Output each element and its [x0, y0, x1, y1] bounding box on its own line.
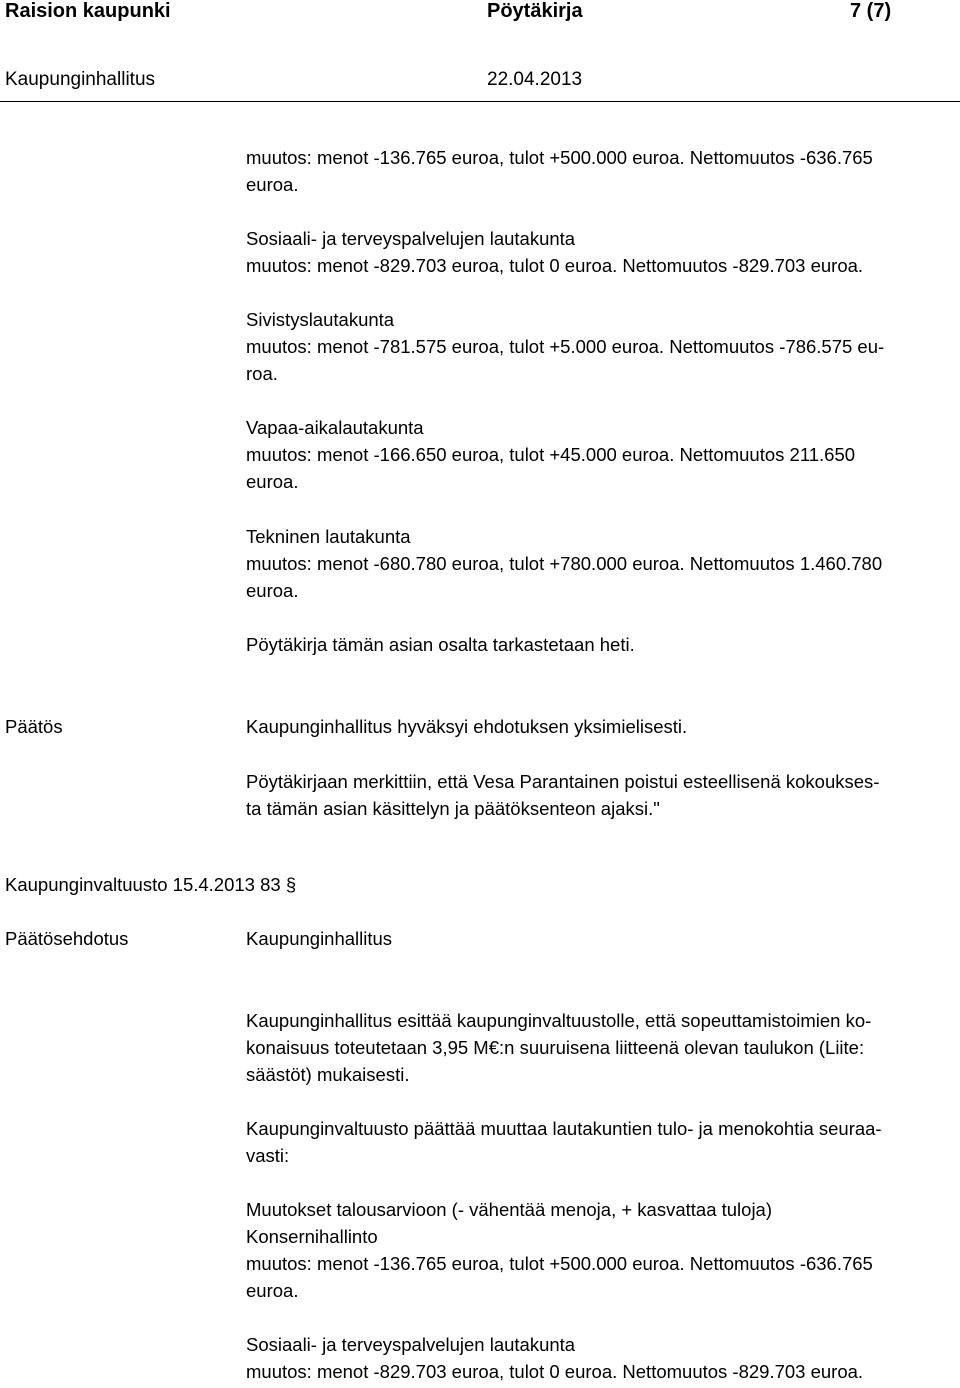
document-type: Pöytäkirja	[487, 0, 583, 22]
proposal-label: Päätösehdotus	[5, 928, 129, 949]
text-line: ta tämän asian käsittelyn ja päätöksenteon ajaksi."	[246, 798, 660, 819]
text-line: euroa.	[246, 580, 299, 601]
text-line: roa.	[246, 363, 278, 384]
text-line: Sivistyslautakunta	[246, 309, 395, 330]
text-line: Pöytäkirjaan merkittiin, että Vesa Parantainen poistui esteellisenä kokoukses-	[246, 771, 880, 792]
proposal-body: Kaupunginhallitus	[246, 928, 393, 949]
text-line: Kaupunginhallitus esittää kaupunginvaltuustolle, että sopeuttamistoimien ko-	[246, 1010, 872, 1031]
text-line: muutos: menot -781.575 euroa, tulot +5.000 euroa. Nettomuutos -786.575 eu-	[246, 336, 885, 357]
text-line: Sosiaali- ja terveyspalvelujen lautakunta	[246, 1334, 576, 1355]
text-line: Vapaa-aikalautakunta	[246, 417, 424, 438]
text-line: muutos: menot -829.703 euroa, tulot 0 euroa. Nettomuutos -829.703 euroa.	[246, 255, 864, 276]
meeting-body: Kaupunginhallitus	[5, 69, 156, 90]
council-reference: Kaupunginvaltuusto 15.4.2013 83 §	[5, 874, 297, 895]
text-line: Tekninen lautakunta	[246, 526, 411, 547]
text-line: euroa.	[246, 174, 299, 195]
text-line: euroa.	[246, 1280, 299, 1301]
text-line: vasti:	[246, 1145, 290, 1166]
meeting-date: 22.04.2013	[487, 69, 583, 90]
header-divider	[0, 101, 960, 102]
text-line: muutos: menot -136.765 euroa, tulot +500.000 euroa. Nettomuutos -636.765	[246, 1253, 873, 1274]
text-line: muutos: menot -136.765 euroa, tulot +500.000 euroa. Nettomuutos -636.765	[246, 147, 873, 168]
text-line: Konsernihallinto	[246, 1226, 378, 1247]
text-line: Kaupunginhallitus hyväksyi ehdotuksen yksimielisesti.	[246, 716, 688, 737]
text-line: muutos: menot -166.650 euroa, tulot +45.000 euroa. Nettomuutos 211.650	[246, 444, 856, 465]
text-line: konaisuus toteutetaan 3,95 M€:n suuruisena liitteenä olevan taulukon (Liite:	[246, 1037, 865, 1058]
text-line: Sosiaali- ja terveyspalvelujen lautakunta	[246, 228, 576, 249]
text-line: muutos: menot -829.703 euroa, tulot 0 euroa. Nettomuutos -829.703 euroa.	[246, 1361, 864, 1382]
text-line: Kaupunginvaltuusto päättää muuttaa lautakuntien tulo- ja menokohtia seuraa-	[246, 1118, 882, 1139]
text-line: säästöt) mukaisesti.	[246, 1064, 410, 1085]
organization-name: Raision kaupunki	[5, 0, 171, 22]
text-line: Pöytäkirja tämän asian osalta tarkastetaan heti.	[246, 634, 635, 655]
page-number: 7 (7)	[850, 0, 892, 22]
text-line: Muutokset talousarvioon (- vähentää menoja, + kasvattaa tuloja)	[246, 1199, 773, 1220]
decision-label: Päätös	[5, 716, 63, 737]
text-line: euroa.	[246, 471, 299, 492]
text-line: muutos: menot -680.780 euroa, tulot +780.000 euroa. Nettomuutos 1.460.780	[246, 553, 883, 574]
